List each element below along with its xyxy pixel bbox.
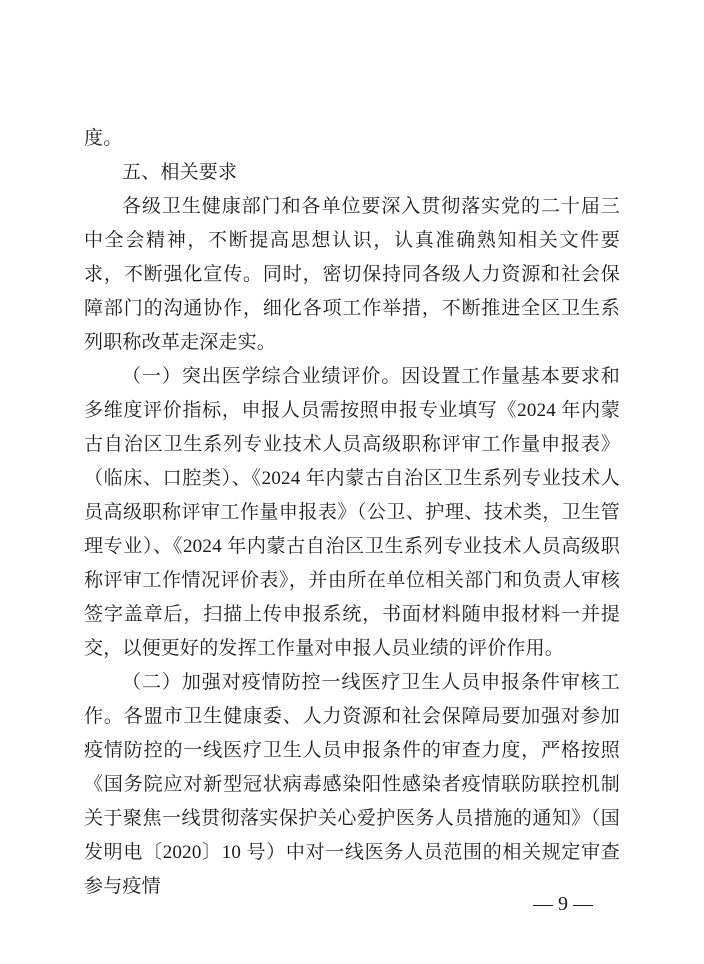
paragraph-general-requirements: 各级卫生健康部门和各单位要深入贯彻落实党的二十届三中全会精神，不断提高思想认识，认真准确熟知相关文件要求，不断强化宣传。同时，密切保持同各级人力资源和社会保障部门的沟通协作，细化各项工作举措，不断推进全区卫生系列职称改革走深走实。 [84,196,620,353]
document-body [84,122,620,904]
section-heading: 五、相关要求 [122,162,238,183]
page-number: — 9 — [533,893,593,915]
paragraph-item-1: （一）突出医学综合业绩评价。因设置工作量基本要求和多维度评价指标，申报人员需按照申报专业填写《2024 年内蒙古自治区卫生系列专业技术人员高级职称评审工作量申报表》（临床、口腔类）、《2024 年内蒙古自治区卫生系列专业技术人员高级职称评审工作量申报表》（公卫、护理、技术类，卫生管理专业）、《2024 年内蒙古自治区卫生系列专业技术人员高级职称评审工作情况评价表》，并由所在单位相关部门和负责人审核签字盖章后，扫描上传申报系统，书面材料随申报材料一并提交，以便更好的发挥工作量对申报人员业绩的评价作用。 [84,366,620,659]
paragraph-continuation: 度。 [84,128,123,149]
paragraph-item-2: （二）加强对疫情防控一线医疗卫生人员申报条件审核工作。各盟市卫生健康委、人力资源和社会保障局要加强对参加疫情防控的一线医疗卫生人员申报条件的审查力度，严格按照《国务院应对新型冠状病毒感染阳性感染者疫情联防联控机制关于聚焦一线贯彻落实保护关心爱护医务人员措施的通知》（国发明电〔2020〕10 号）中对一线医务人员范围的相关规定审查参与疫情 [84,672,620,897]
